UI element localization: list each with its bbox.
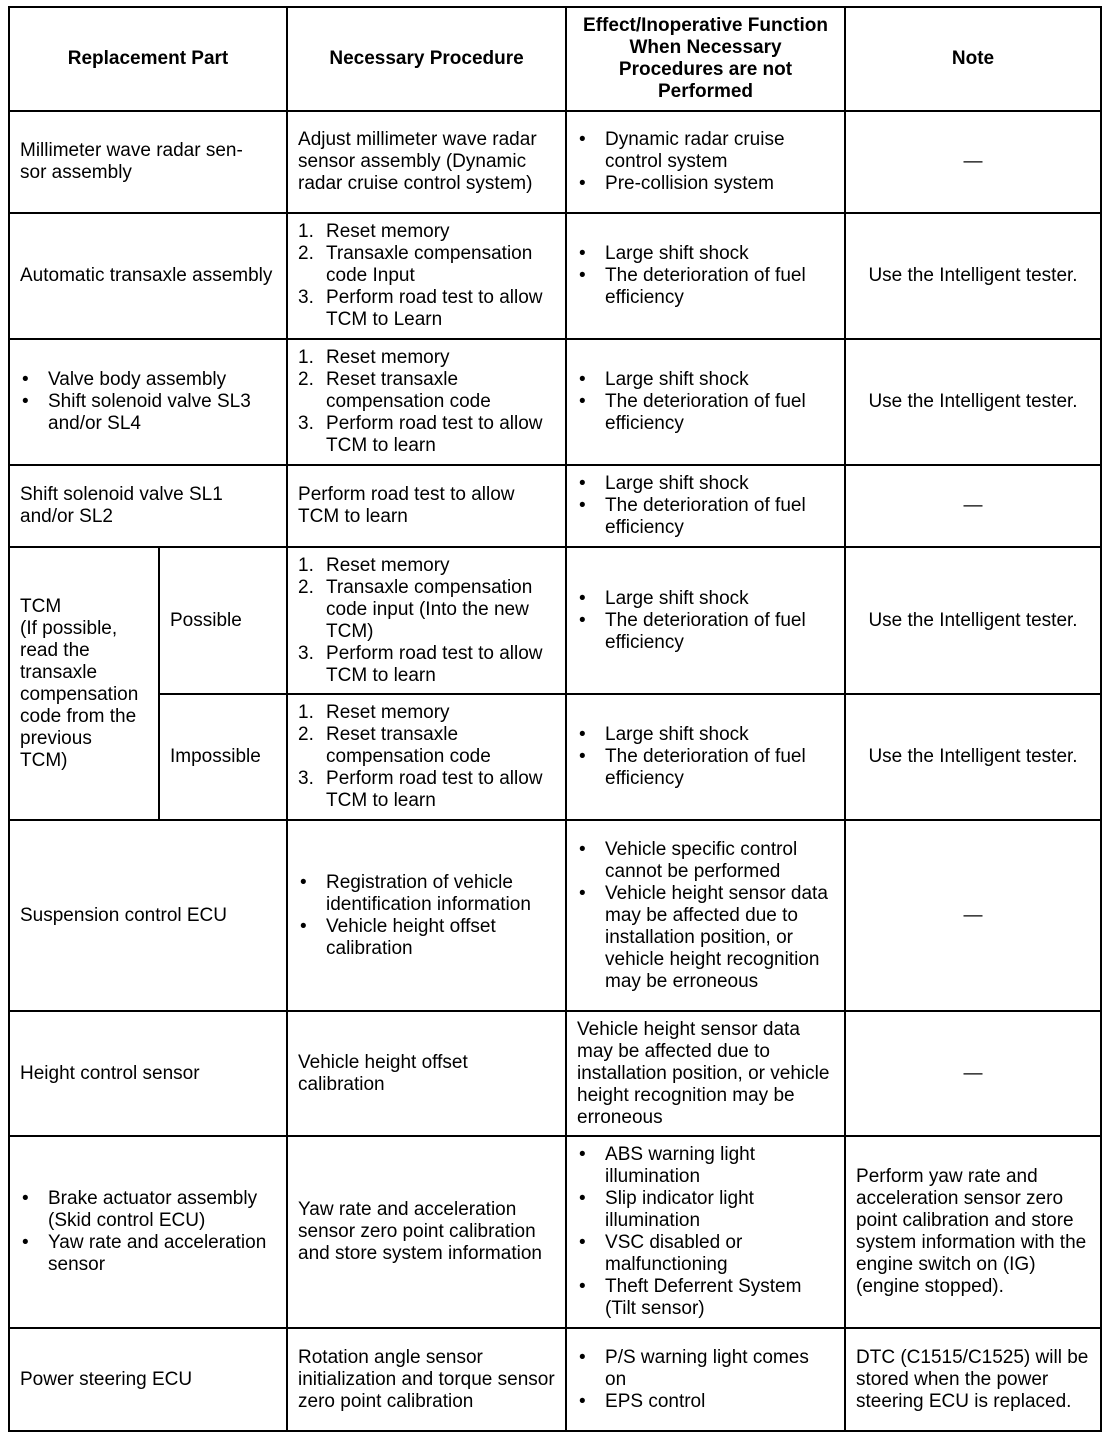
bullet-glyph: • bbox=[579, 129, 586, 150]
procedure-cell bbox=[287, 820, 566, 1011]
table-row bbox=[9, 213, 1101, 339]
note-cell: DTC (C1515/C1525) will be stored when the power steering ECU is replaced. bbox=[845, 1328, 1101, 1431]
table-row bbox=[9, 694, 1101, 820]
list-item bbox=[577, 610, 834, 654]
effect-text: Theft Deferrent System (Tilt sensor) bbox=[605, 1276, 802, 1319]
procedure-text: Vehicle height offset calibration bbox=[326, 915, 496, 959]
list-item: 1. Reset memory bbox=[298, 554, 450, 576]
bullet-glyph: • bbox=[579, 173, 586, 194]
effect-text: Large shift shock bbox=[605, 243, 749, 264]
list-item: 2. Reset transaxle compensation code bbox=[298, 724, 491, 767]
note-cell: Use the Intelligent tester. bbox=[845, 694, 1101, 820]
list-item bbox=[577, 173, 834, 195]
part-list bbox=[20, 1188, 276, 1276]
list-item: 2. Transaxle compensation code Input bbox=[298, 243, 533, 286]
effect-text: Vehicle specific control cannot be performed bbox=[605, 838, 798, 882]
effect-text: Pre-collision system bbox=[605, 173, 774, 194]
effect-list bbox=[577, 839, 834, 993]
procedure-text: Reset memory bbox=[326, 554, 450, 576]
list-item bbox=[298, 916, 555, 960]
procedure-text: Transaxle compensation code Input bbox=[326, 243, 533, 286]
effect-list bbox=[577, 1347, 834, 1413]
bullet-glyph: • bbox=[579, 1346, 586, 1368]
table-row bbox=[9, 1328, 1101, 1431]
part-text: Brake actuator assembly (Skid control ECU) bbox=[48, 1188, 258, 1231]
list-item bbox=[20, 391, 276, 435]
bullet-glyph: • bbox=[300, 915, 307, 937]
effect-list bbox=[577, 129, 834, 195]
procedure-text: Reset memory bbox=[326, 702, 450, 723]
part-text: Valve body assembly bbox=[48, 369, 227, 390]
list-item: 3. Perform road test to allow TCM to learn bbox=[298, 413, 543, 456]
list-item bbox=[577, 369, 834, 391]
effect-text: Dynamic radar cruise control system bbox=[605, 129, 785, 172]
table-row bbox=[9, 1136, 1101, 1328]
bullet-glyph: • bbox=[579, 243, 586, 264]
table-row bbox=[9, 547, 1101, 694]
effect-list bbox=[577, 243, 834, 309]
header-row bbox=[9, 7, 1101, 111]
effect-text: P/S warning light comes on bbox=[605, 1346, 809, 1390]
list-item bbox=[577, 129, 834, 173]
list-item bbox=[577, 1391, 834, 1413]
procedure-cell bbox=[287, 694, 566, 820]
effect-text: ABS warning light illumination bbox=[605, 1144, 755, 1187]
procedure-text: Reset memory bbox=[326, 347, 450, 368]
effect-cell bbox=[566, 1136, 845, 1328]
table-row bbox=[9, 820, 1101, 1011]
procedure-text: Perform road test to allow TCM to learn bbox=[326, 768, 543, 811]
list-item bbox=[20, 1188, 276, 1232]
table-row bbox=[9, 111, 1101, 213]
procedure-text: Reset transaxle compensation code bbox=[326, 724, 491, 767]
bullet-glyph: • bbox=[579, 838, 586, 860]
list-item: 2. Transaxle compensation code input (Into the new TCM) bbox=[298, 576, 533, 642]
part-list bbox=[20, 369, 276, 435]
list-item bbox=[20, 369, 276, 391]
procedure-cell bbox=[287, 339, 566, 465]
sub-part-cell: Impossible bbox=[159, 694, 287, 820]
effect-cell bbox=[566, 820, 845, 1011]
list-item bbox=[577, 883, 834, 993]
list-item bbox=[20, 1232, 276, 1276]
part-cell: Automatic transaxle assembly bbox=[9, 213, 287, 339]
procedure-list bbox=[298, 347, 555, 457]
replacement-procedures-table bbox=[8, 6, 1102, 1432]
effect-text: The deterioration of fuel efficiency bbox=[605, 746, 806, 789]
bullet-glyph: • bbox=[22, 391, 29, 412]
bullet-glyph: • bbox=[22, 1232, 29, 1253]
procedure-list bbox=[298, 555, 555, 687]
procedure-cell: Perform road test to allow TCM to learn bbox=[287, 465, 566, 547]
effect-cell bbox=[566, 111, 845, 213]
procedure-cell: Vehicle height offset calibration bbox=[287, 1011, 566, 1136]
procedure-cell bbox=[287, 213, 566, 339]
effect-text: Large shift shock bbox=[605, 369, 749, 390]
effect-text: VSC disabled or malfunctioning bbox=[605, 1232, 743, 1275]
procedure-text: Perform road test to allow TCM to Learn bbox=[326, 287, 543, 330]
list-item bbox=[577, 839, 834, 883]
list-item bbox=[577, 724, 834, 746]
effect-cell bbox=[566, 465, 845, 547]
bullet-glyph: • bbox=[22, 1188, 29, 1209]
effect-text: Large shift shock bbox=[605, 587, 749, 609]
effect-text: The deterioration of fuel efficiency bbox=[605, 495, 806, 538]
effect-cell bbox=[566, 694, 845, 820]
list-item: 1. Reset memory bbox=[298, 347, 450, 368]
effect-list bbox=[577, 588, 834, 654]
note-cell: — bbox=[845, 111, 1101, 213]
procedure-text: Transaxle compensation code input (Into the new TCM) bbox=[326, 576, 533, 642]
part-cell: Height control sensor bbox=[9, 1011, 287, 1136]
list-item bbox=[577, 746, 834, 790]
bullet-glyph: • bbox=[579, 1188, 586, 1209]
bullet-glyph: • bbox=[579, 1232, 586, 1253]
effect-text: The deterioration of fuel efficiency bbox=[605, 391, 806, 434]
part-cell: Millimeter wave radar sen- sor assembly bbox=[9, 111, 287, 213]
procedure-list bbox=[298, 872, 555, 960]
list-item bbox=[577, 1347, 834, 1391]
list-item bbox=[577, 588, 834, 610]
effect-cell: Vehicle height sensor data may be affected due to installation position, or vehicle height recognition may be erroneous bbox=[566, 1011, 845, 1136]
list-item bbox=[577, 1276, 834, 1320]
bullet-glyph: • bbox=[579, 473, 586, 494]
header-effect: Effect/Inoperative Function When Necessary Procedures are not Performed bbox=[566, 7, 845, 111]
effect-list bbox=[577, 473, 834, 539]
bullet-glyph: • bbox=[579, 369, 586, 390]
procedure-text: Reset transaxle compensation code bbox=[326, 369, 491, 412]
effect-list bbox=[577, 1144, 834, 1320]
list-item bbox=[577, 1144, 834, 1188]
list-item: 1. Reset memory bbox=[298, 221, 450, 242]
procedure-text: Perform road test to allow TCM to learn bbox=[326, 642, 543, 686]
procedure-cell: Rotation angle sensor initialization and torque sensor zero point calibration bbox=[287, 1328, 566, 1431]
bullet-glyph: • bbox=[579, 1144, 586, 1165]
procedure-cell: Adjust millimeter wave radar sensor assembly (Dynamic radar cruise control system) bbox=[287, 111, 566, 213]
note-cell: — bbox=[845, 820, 1101, 1011]
effect-text: EPS control bbox=[605, 1390, 706, 1412]
note-cell: — bbox=[845, 465, 1101, 547]
bullet-glyph: • bbox=[579, 391, 586, 412]
effect-text: The deterioration of fuel efficiency bbox=[605, 609, 806, 653]
procedure-cell bbox=[287, 547, 566, 694]
sub-part-cell: Possible bbox=[159, 547, 287, 694]
effect-text: Slip indicator light illumination bbox=[605, 1188, 754, 1231]
list-item: 2. Reset transaxle compensation code bbox=[298, 369, 491, 412]
part-cell bbox=[9, 1136, 287, 1328]
bullet-glyph: • bbox=[579, 609, 586, 631]
bullet-glyph: • bbox=[579, 1390, 586, 1412]
note-cell: Use the Intelligent tester. bbox=[845, 213, 1101, 339]
part-text: Shift solenoid valve SL3 and/or SL4 bbox=[48, 391, 251, 434]
part-text: Yaw rate and acceleration sensor bbox=[48, 1232, 267, 1275]
procedure-text: Perform road test to allow TCM to learn bbox=[326, 413, 543, 456]
bullet-glyph: • bbox=[579, 265, 586, 286]
bullet-glyph: • bbox=[300, 871, 307, 893]
effect-cell bbox=[566, 1328, 845, 1431]
part-cell: Power steering ECU bbox=[9, 1328, 287, 1431]
bullet-glyph: • bbox=[579, 746, 586, 767]
effect-list bbox=[577, 369, 834, 435]
list-item: 1. Reset memory bbox=[298, 702, 450, 723]
bullet-glyph: • bbox=[579, 495, 586, 516]
table-row bbox=[9, 1011, 1101, 1136]
bullet-glyph: • bbox=[579, 1276, 586, 1297]
effect-text: Large shift shock bbox=[605, 724, 749, 745]
effect-cell bbox=[566, 547, 845, 694]
list-item bbox=[577, 1188, 834, 1232]
note-cell: Use the Intelligent tester. bbox=[845, 547, 1101, 694]
list-item bbox=[577, 243, 834, 265]
part-cell bbox=[9, 339, 287, 465]
note-cell: — bbox=[845, 1011, 1101, 1136]
procedure-cell: Yaw rate and acceleration sensor zero point calibration and store system information bbox=[287, 1136, 566, 1328]
header-necessary-procedure: Necessary Procedure bbox=[287, 7, 566, 111]
list-item: 3. Perform road test to allow TCM to learn bbox=[298, 642, 543, 686]
bullet-glyph: • bbox=[579, 587, 586, 609]
bullet-glyph: • bbox=[22, 369, 29, 390]
effect-cell bbox=[566, 213, 845, 339]
list-item: 3. Perform road test to allow TCM to learn bbox=[298, 768, 543, 811]
procedure-list bbox=[298, 702, 555, 812]
table-row bbox=[9, 465, 1101, 547]
part-cell: Suspension control ECU bbox=[9, 820, 287, 1011]
effect-text: The deterioration of fuel efficiency bbox=[605, 265, 806, 308]
procedure-text: Reset memory bbox=[326, 221, 450, 242]
effect-cell bbox=[566, 339, 845, 465]
table-row bbox=[9, 339, 1101, 465]
note-cell: Perform yaw rate and acceleration sensor zero point calibration and store system information with the engine switch on (IG) (engine stopped). bbox=[845, 1136, 1101, 1328]
header-note: Note bbox=[845, 7, 1101, 111]
part-cell: Shift solenoid valve SL1 and/or SL2 bbox=[9, 465, 287, 547]
header-replacement-part: Replacement Part bbox=[9, 7, 287, 111]
list-item bbox=[577, 265, 834, 309]
note-cell: Use the Intelligent tester. bbox=[845, 339, 1101, 465]
procedure-text: Registration of vehicle identification information bbox=[326, 871, 531, 915]
effect-text: Large shift shock bbox=[605, 473, 749, 494]
list-item bbox=[577, 1232, 834, 1276]
part-cell-tcm: TCM (If possible, read the transaxle compensation code from the previous TCM) bbox=[9, 547, 159, 820]
list-item bbox=[298, 872, 555, 916]
effect-list bbox=[577, 724, 834, 790]
list-item: 3. Perform road test to allow TCM to Learn bbox=[298, 287, 543, 330]
list-item bbox=[577, 495, 834, 539]
bullet-glyph: • bbox=[579, 882, 586, 904]
effect-text: Vehicle height sensor data may be affected due to installation position, or vehicle height recognition may be erroneous bbox=[605, 882, 828, 992]
procedure-list bbox=[298, 221, 555, 331]
bullet-glyph: • bbox=[579, 724, 586, 745]
list-item bbox=[577, 391, 834, 435]
list-item bbox=[577, 473, 834, 495]
